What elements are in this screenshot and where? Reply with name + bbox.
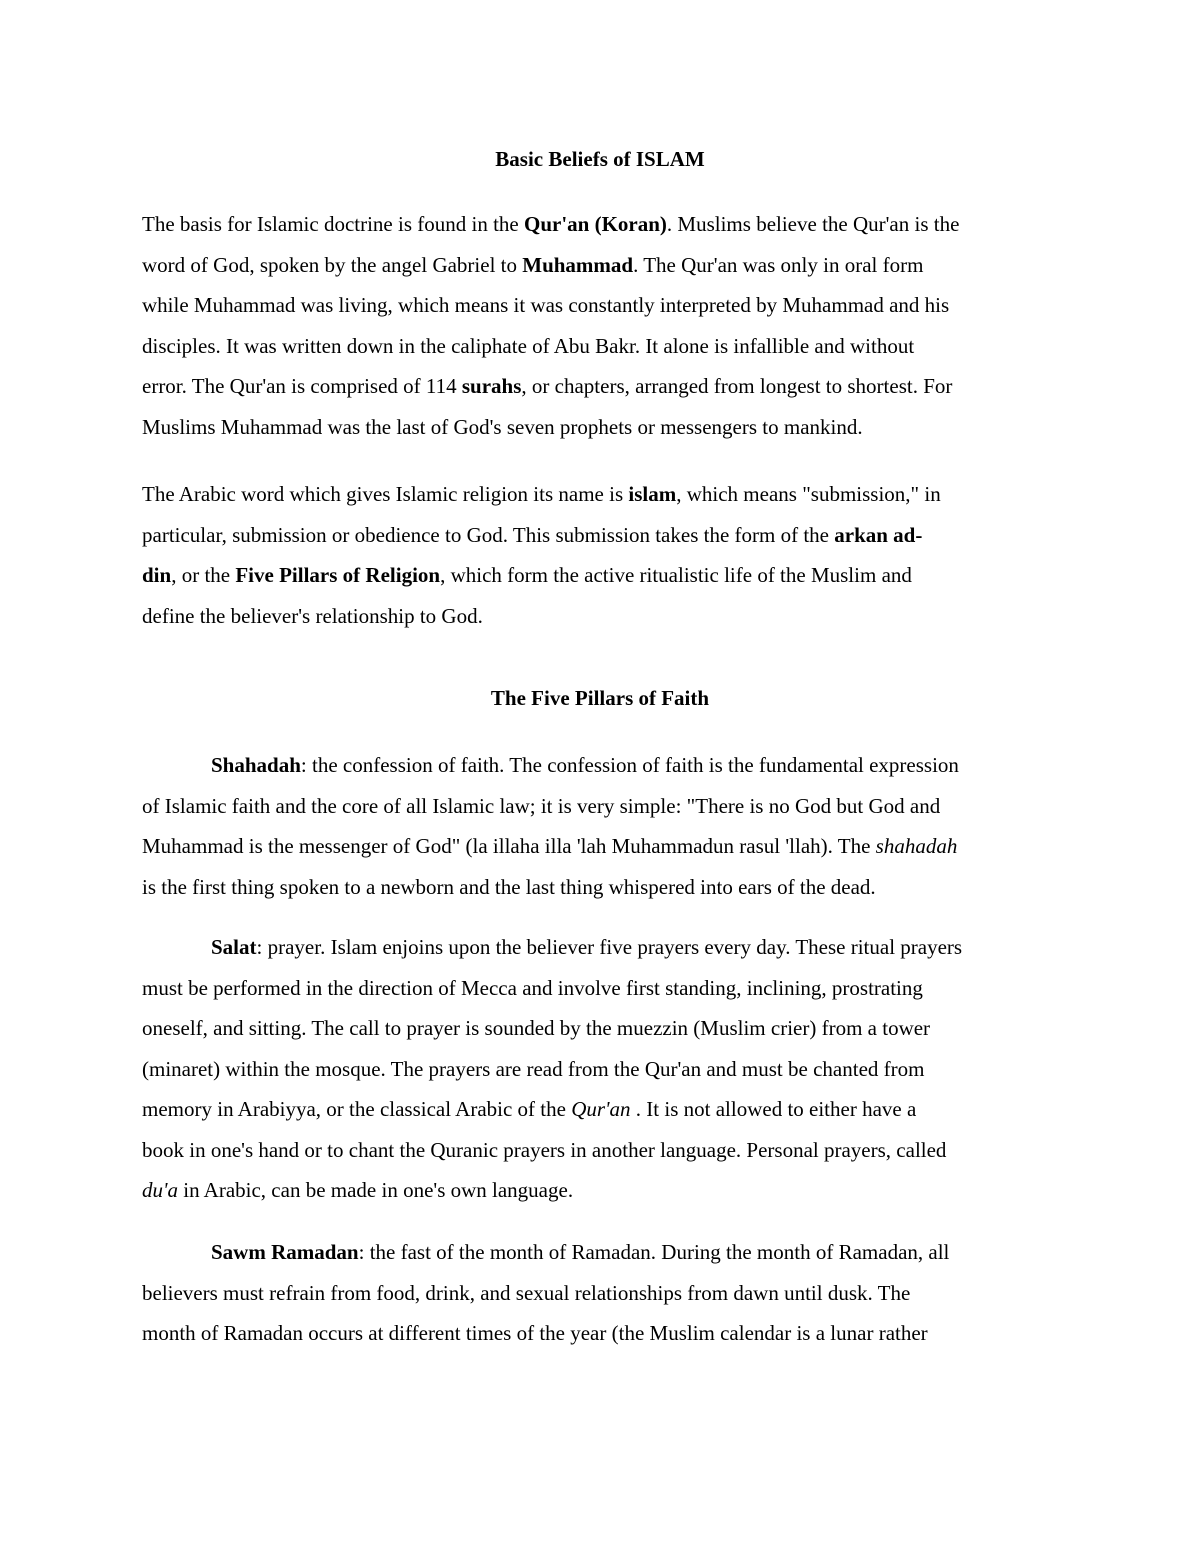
text-line: (minaret) within the mosque. The prayers are read from the Qur'an and must be chanted from bbox=[142, 1056, 925, 1081]
salat-term: Salat bbox=[211, 935, 257, 959]
text-line: define the believer's relationship to God. bbox=[142, 603, 483, 628]
shahadah-italic: shahadah bbox=[875, 834, 958, 858]
text-line: of Islamic faith and the core of all Islamic law; it is very simple: "There is no God but God and bbox=[142, 793, 941, 818]
shahadah-term: Shahadah bbox=[211, 753, 301, 777]
shahadah-paragraph bbox=[142, 745, 1062, 907]
din-term: din bbox=[142, 563, 172, 587]
text-line: book in one's hand or to chant the Quranic prayers in another language. Personal prayers, called bbox=[142, 1137, 947, 1162]
text-line: memory in Arabiyya, or the classical Arabic of the Qur'an . It is not allowed to either have a bbox=[142, 1097, 917, 1121]
islam-paragraph bbox=[142, 474, 1062, 636]
text-line: believers must refrain from food, drink, and sexual relationships from dawn until dusk. The bbox=[142, 1280, 911, 1305]
text-line: is the first thing spoken to a newborn and the last thing whispered into ears of the dead. bbox=[142, 874, 876, 899]
text-line: Salat: prayer. Islam enjoins upon the believer five prayers every day. These ritual prayers bbox=[211, 935, 963, 959]
text-line: Shahadah: the confession of faith. The confession of faith is the fundamental expression bbox=[211, 753, 959, 777]
text-line: oneself, and sitting. The call to prayer is sounded by the muezzin (Muslim crier) from a tower bbox=[142, 1016, 931, 1040]
intro-paragraph bbox=[142, 204, 1062, 447]
text-line: particular, submission or obedience to God. This submission takes the form of the arkan ad- bbox=[142, 522, 923, 547]
text-line: disciples. It was written down in the caliphate of Abu Bakr. It alone is infallible and without bbox=[142, 333, 915, 358]
text-line: Muslims Muhammad was the last of God's seven prophets or messengers to mankind. bbox=[142, 414, 863, 439]
text-line: Sawm Ramadan: the fast of the month of Ramadan. During the month of Ramadan, all bbox=[211, 1240, 950, 1264]
section-title: The Five Pillars of Faith bbox=[490, 686, 710, 710]
islam-term: islam bbox=[628, 482, 677, 506]
surahs-term: surahs bbox=[461, 374, 522, 398]
sawm-term: Sawm Ramadan bbox=[211, 1240, 359, 1264]
text-line: while Muhammad was living, which means it was constantly interpreted by Muhammad and his bbox=[142, 293, 950, 317]
text-line: must be performed in the direction of Mecca and involve first standing, inclining, prostrating bbox=[142, 975, 923, 1000]
quran-italic: Qur'an bbox=[571, 1097, 631, 1121]
text-line: The Arabic word which gives Islamic religion its name is islam, which means "submission," in bbox=[142, 482, 941, 506]
five-pillars-term: Five Pillars of Religion bbox=[235, 563, 441, 587]
text-line: month of Ramadan occurs at different times of the year (the Muslim calendar is a lunar rather bbox=[142, 1321, 928, 1345]
text-line: error. The Qur'an is comprised of 114 surahs, or chapters, arranged from longest to shortest. For bbox=[142, 374, 953, 398]
text-line: Muhammad is the messenger of God" (la illaha illa 'lah Muhammadun rasul 'llah). The shahadah bbox=[142, 834, 958, 858]
sawm-paragraph bbox=[142, 1232, 1062, 1354]
text-line: word of God, spoken by the angel Gabriel to Muhammad. The Qur'an was only in oral form bbox=[142, 252, 924, 277]
text-line: du'a in Arabic, can be made in one's own language. bbox=[142, 1178, 574, 1202]
muhammad-term: Muhammad bbox=[522, 252, 634, 277]
text-line: din, or the Five Pillars of Religion, which form the active ritualistic life of the Muslim and bbox=[142, 563, 912, 587]
quran-term: Qur'an (Koran) bbox=[524, 212, 667, 236]
dua-italic: du'a bbox=[142, 1178, 178, 1202]
text-line: The basis for Islamic doctrine is found in the Qur'an (Koran). Muslims believe the Qur'an is the bbox=[142, 212, 960, 236]
document-title: Basic Beliefs of ISLAM bbox=[495, 147, 705, 171]
salat-paragraph bbox=[142, 927, 1062, 1211]
arkan-term: arkan ad- bbox=[834, 522, 923, 547]
